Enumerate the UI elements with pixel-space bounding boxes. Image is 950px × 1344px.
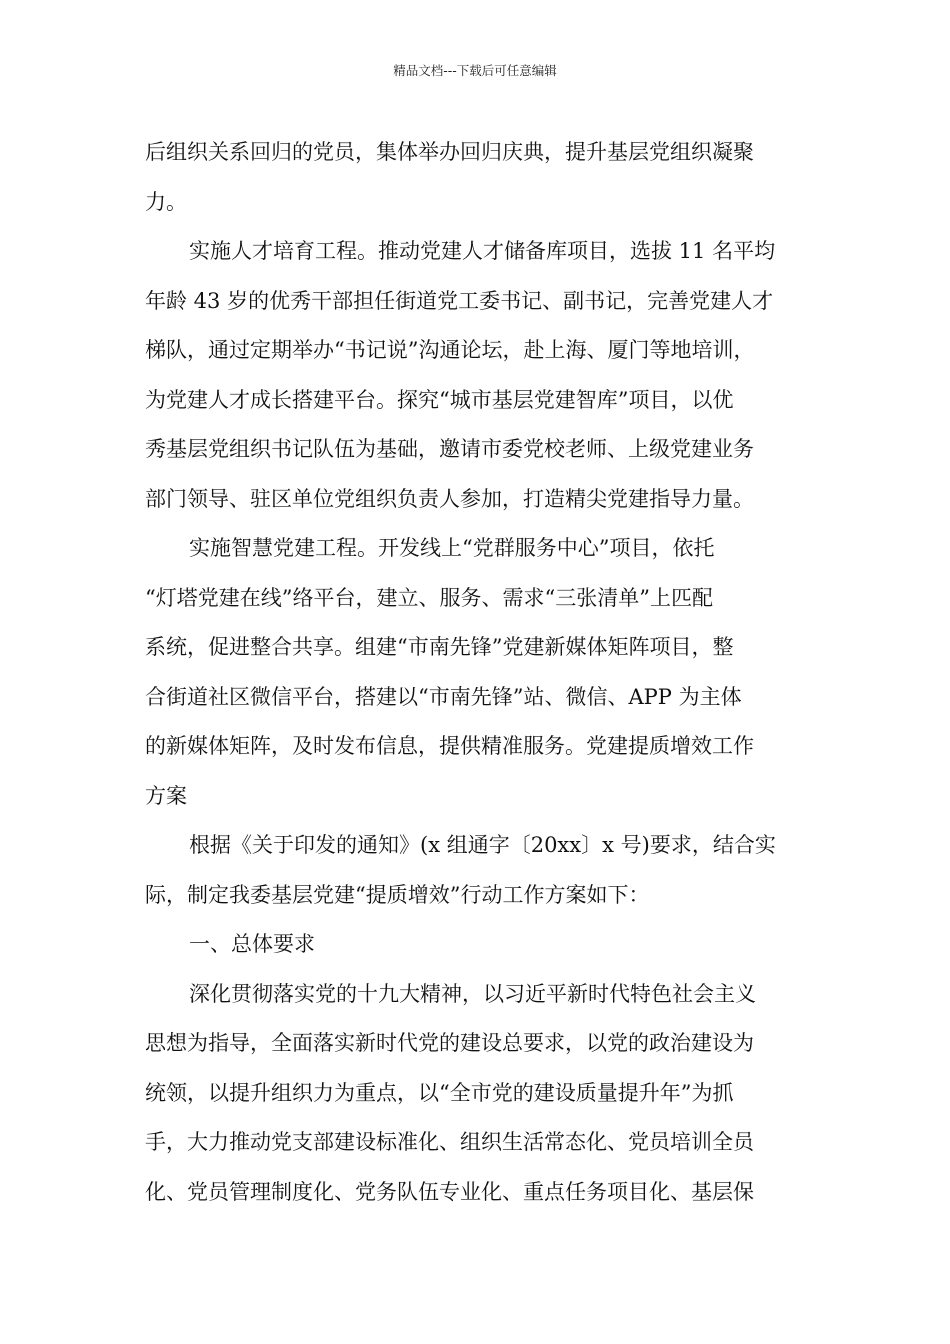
text-line: 后组织关系回归的党员，集体举办回归庆典，提升基层党组织凝聚 [145,140,754,164]
text-line: 梯队，通过定期举办“书记说”沟通论坛，赴上海、厦门等地培训， [145,338,755,362]
text-line: 部门领导、驻区单位党组织负责人参加，打造精尖党建指导力量。 [145,486,754,511]
text-line: 思想为指导，全面落实新时代党的建设总要求，以党的政治建设为 [145,1031,754,1055]
text-line: “灯塔党建在线”络平台，建立、服务、需求“三张清单”上匹配 [145,585,713,610]
text-line: 化、党员管理制度化、党务队伍专业化、重点任务项目化、基层保 [145,1179,754,1204]
text-line: 方案 [145,783,187,808]
text-line: 的新媒体矩阵，及时发布信息，提供精准服务。党建提质增效工作 [145,734,754,758]
text-line: 为党建人才成长搭建平台。探究“城市基层党建智库”项目，以优 [145,387,734,412]
text-line: 年龄 43 岁的优秀干部担任街道党工委书记、副书记，完善党建人才 [145,288,774,313]
paragraph-start-line: 根据《关于印发的通知》(x 组通字〔20xx〕x 号)要求，结合实 [189,833,776,857]
text-line: 合街道社区微信平台，搭建以“市南先锋”站、微信、APP 为主体 [145,684,742,709]
document-body [145,128,810,1217]
text-line: 统领，以提升组织力为重点，以“全市党的建设质量提升年”为抓 [145,1080,734,1105]
text-line: 际，制定我委基层党建“提质增效”行动工作方案如下： [145,882,650,907]
text-line: 手，大力推动党支部建设标准化、组织生活常态化、党员培训全员 [145,1130,754,1154]
page-header: 精品文档---下载后可任意编辑 [393,63,557,78]
text-line: 系统，促进整合共享。组建“市南先锋”党建新媒体矩阵项目，整 [145,635,734,659]
paragraph-start-line: 深化贯彻落实党的十九大精神，以习近平新时代特色社会主义 [189,981,756,1006]
text-line: 秀基层党组织书记队伍为基础，邀请市委党校老师、上级党建业务 [145,437,754,461]
text-line: 力。 [145,189,187,214]
paragraph-start-line: 实施人才培育工程。推动党建人才储备库项目，选拔 11 名平均 [189,239,776,263]
section-heading: 一、总体要求 [189,932,315,956]
paragraph-start-line: 实施智慧党建工程。开发线上“党群服务中心”项目，依托 [189,536,715,560]
